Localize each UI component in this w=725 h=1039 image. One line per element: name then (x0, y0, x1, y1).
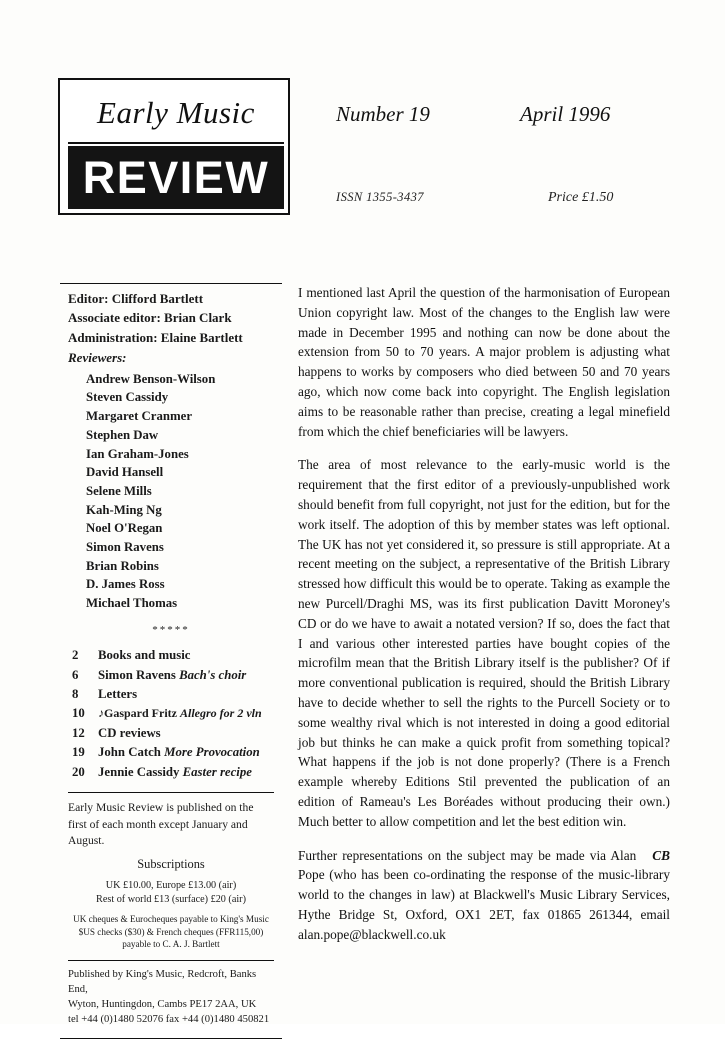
list-item: Brian Robins (86, 558, 159, 573)
paragraph: The area of most relevance to the early-music world is the requirement that the first editor of a previously-unpublished work should benefit from full copyright, not just for the edition, but for the work itself. The adoption of this by member states was left optional. The UK has not yet considered it, so pressure is still appropriate. At a recent meeting on the subject, a representative of the British Library stressed how difficult this would be to operate. Taking as example the new Purcell/Draghi MS, was its first publication Davitt Moroney's CD or do we have to await a notated version? If so, does the fact that I and various other interested parties have bought copies of the microfilm mean that the British Library itself is the publisher? Of if more conventional publication is required, should the British Library have to decide whether to sell the rights to the Purcell Society or to some wealthy rival which is not interested in doing a good editorial job but thinks he can make a quick profit from something topical? What happens if the job is not done properly? (There is a French example whereby Editions Stil prevented the publication of an edition of Rameau's Les Boréades without producing their own.) Much better to allow competition and let the best edition win. (298, 457, 670, 829)
paragraph (298, 846, 670, 945)
payment-line-foreign: $US checks ($30) & French cheques (FFR115,00) (78, 926, 264, 937)
subscription-rate-world: Rest of world £13 (surface) £20 (air) (96, 894, 246, 906)
editorial-column (298, 283, 670, 945)
contents-entry (98, 743, 274, 762)
list-item (68, 646, 274, 665)
journal-title-early-music: Early Music (97, 95, 255, 130)
payment-line-uk: UK cheques & Eurocheques payable to King's Music (73, 914, 269, 925)
imprint-line-2: Wyton, Huntingdon, Cambs PE17 2AA, UK (68, 998, 257, 1010)
contents-entry-title: Easter recipe (182, 764, 252, 779)
list-item (68, 685, 274, 704)
sidebar-masthead-panel (60, 283, 282, 1039)
contents-entry-title: Allegro for 2 vln (180, 706, 262, 721)
contents-page-number: 19 (72, 745, 85, 760)
list-item: Simon Ravens (86, 539, 164, 554)
star-divider: ***** (152, 623, 190, 636)
contents-page-number: 20 (72, 764, 85, 779)
administration-line: Administration: Elaine Bartlett (68, 329, 243, 345)
contents-entry-text: Jennie Cassidy (98, 764, 183, 779)
issue-number: Number 19 (336, 102, 430, 126)
contents-list (68, 646, 274, 782)
contents-entry-text: ♪Gaspard Fritz (98, 706, 180, 721)
contents-entry (98, 685, 274, 704)
list-item (68, 666, 274, 685)
paragraph-text: Further representations on the subject may be made via Alan Pope (who has been co-ordinating the response of the music-library world to the changes in law) at Blackwell's Music Library Services, Hythe Bridge St, Oxford, OX1 2ET, fax 01865 261344, email alan.pope@blackwell.co.uk (298, 847, 670, 942)
list-item: D. James Ross (86, 577, 165, 592)
list-item: Andrew Benson-Wilson (86, 371, 216, 386)
sidebar-divider-1 (68, 792, 274, 793)
contents-page-number: 2 (72, 648, 79, 663)
list-item: Kah-Ming Ng (86, 502, 162, 517)
payment-instructions (68, 913, 274, 950)
reviewers-list (68, 370, 274, 613)
reviewers-heading: Reviewers: (68, 350, 127, 366)
contents-entry-text: Books and music (98, 648, 191, 663)
contents-entry-text: Letters (98, 687, 138, 702)
imprint (68, 968, 274, 1027)
price: Price £1.50 (548, 190, 614, 205)
logo-divider (68, 142, 284, 144)
list-item: Stephen Daw (86, 427, 159, 442)
author-initials: CB (652, 847, 670, 863)
contents-page-number: 8 (72, 687, 79, 702)
contents-entry (98, 666, 274, 685)
subscription-rates (68, 879, 274, 907)
contents-entry (98, 646, 274, 665)
list-item: Selene Mills (86, 483, 152, 498)
list-item (68, 704, 274, 723)
paragraph: I mentioned last April the question of the harmonisation of European Union copyright law. Most of the changes to the English law were made in December 1995 and nothing can now be done about the extension from 50 to 70 years. A major problem is adjusting what happens to works by composers who died between 50 and 70 years ago, which now come back into copyright. The English legislation aims to be reasonable rather than precise, creating a legal minefield from which the chief beneficiaries will be lawyers. (298, 285, 670, 439)
list-item: Michael Thomas (86, 595, 178, 610)
payment-line-payee: payable to C. A. J. Bartlett (122, 939, 220, 949)
list-item: David Hansell (86, 465, 164, 480)
issue-date: April 1996 (520, 102, 611, 126)
list-item: Ian Graham-Jones (86, 446, 189, 461)
masthead (58, 78, 670, 218)
contents-entry (98, 724, 274, 743)
list-item: Steven Cassidy (86, 390, 169, 405)
list-item: Margaret Cranmer (86, 409, 192, 424)
list-item (68, 724, 274, 743)
contents-page-number: 12 (72, 725, 85, 740)
contents-entry-text: John Catch (98, 745, 165, 760)
contents-page-number: 10 (72, 706, 85, 721)
associate-editor-line: Associate editor: Brian Clark (68, 310, 232, 326)
imprint-line-3: tel +44 (0)1480 52076 fax +44 (0)1480 450821 (68, 1013, 270, 1025)
publication-note: Early Music Review is published on the first of each month except January and August. (68, 801, 254, 848)
journal-title-review: REVIEW (68, 146, 284, 209)
contents-entry-title: Bach's choir (179, 667, 247, 682)
contents-entry-text: CD reviews (98, 725, 161, 740)
sidebar-divider-2 (68, 960, 274, 961)
contents-entry-title: More Provocation (164, 745, 260, 760)
subscriptions-heading: Subscriptions (137, 856, 205, 871)
issn: ISSN 1355-3437 (336, 190, 424, 204)
editor-line: Editor: Clifford Bartlett (68, 291, 204, 306)
list-item (68, 743, 274, 762)
imprint-line-1: Published by King's Music, Redcroft, Banks End, (68, 969, 257, 996)
list-item (68, 763, 274, 782)
contents-entry (98, 704, 274, 723)
contents-entry (98, 763, 274, 782)
list-item: Noel O'Regan (86, 521, 163, 536)
contents-page-number: 6 (72, 667, 79, 682)
contents-entry-text: Simon Ravens (98, 667, 180, 682)
journal-logo (58, 78, 290, 215)
subscription-rate-uk-europe: UK £10.00, Europe £13.00 (air) (105, 880, 237, 892)
